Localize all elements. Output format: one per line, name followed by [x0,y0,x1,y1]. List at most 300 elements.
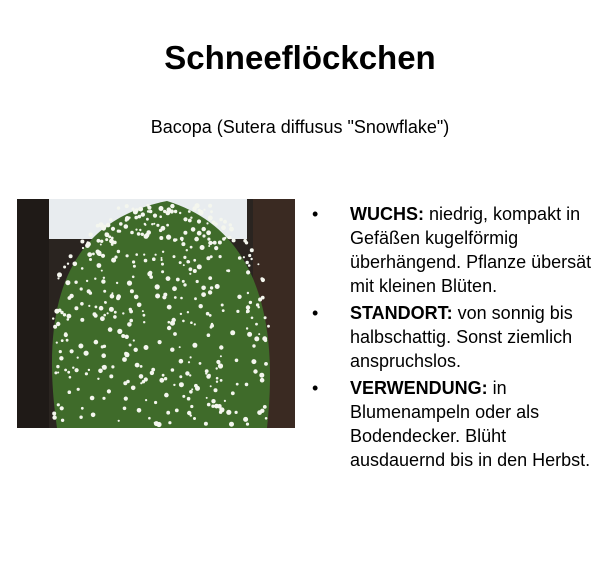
flower-dot [63,266,66,269]
bullet-text: niedrig, kompakt in Gefäßen kugelförmig überhängend. Pflanze übersät mit kleinen Blüten. [350,204,592,296]
flower-dot [88,305,90,307]
flower-dot [68,390,72,394]
flower-dot [183,217,187,221]
flower-dot [202,234,205,237]
flower-dot [197,219,201,223]
flower-dot [162,374,165,377]
flower-dot [188,219,192,223]
flower-dot [246,423,249,426]
flower-dot [223,220,227,224]
flower-dot [203,209,205,211]
flower-dot [193,269,197,273]
flower-dot [130,231,134,235]
flower-dot [147,272,152,277]
flower-dot [137,232,141,236]
flower-dot [258,298,262,302]
flower-dot [186,249,188,251]
flower-dot [57,277,59,279]
flower-dot [198,209,201,212]
flower-dot [190,246,193,249]
flower-dot [69,376,72,379]
flower-dot [183,231,187,235]
flower-dot [214,246,218,250]
flower-dot [219,345,223,349]
flower-dot [161,259,163,261]
flower-dot [219,218,223,222]
flower-dot [97,239,101,243]
flower-dot [250,248,254,252]
flower-dot [117,206,120,209]
flower-dot [192,343,197,348]
flower-dot [171,204,173,206]
flower-dot [194,323,196,325]
flower-dot [103,314,106,317]
flower-dot [208,276,212,280]
flower-dot [59,350,62,353]
flower-dot [264,316,267,319]
flower-dot [220,355,222,357]
flower-dot [192,206,196,210]
flower-dot [236,310,239,313]
bullet-term: STANDORT: [350,303,453,323]
flower-dot [111,292,113,294]
flower-dot [57,372,59,374]
flower-dot [248,254,251,257]
flower-dot [246,270,250,274]
flower-dot [161,226,166,231]
flower-dot [137,408,142,413]
flower-dot [132,276,135,279]
flower-dot [182,280,185,283]
flower-dot [69,254,73,258]
flower-dot [255,323,258,326]
flower-dot [201,292,206,297]
flower-dot [159,378,164,383]
flower-dot [126,254,129,257]
flower-dot [118,420,120,422]
flower-dot [260,378,265,383]
flower-dot [161,270,164,273]
flower-dot [103,277,105,279]
flower-dot [103,290,106,293]
flower-dot [144,223,146,225]
flower-dot [52,412,56,416]
flower-dot [189,374,191,376]
flower-dot [100,244,102,246]
flower-dot [122,312,124,314]
flower-dot [210,385,212,387]
flower-dot [263,405,267,409]
flower-dot [138,207,143,212]
flower-dot [210,210,213,213]
flower-dot [116,296,120,300]
flower-dot [206,397,208,399]
flower-dot [168,321,171,324]
flower-dot [74,306,78,310]
flower-dot [152,257,156,261]
flower-dot [213,241,217,245]
flower-dot [145,399,147,401]
flower-dot [229,227,234,232]
bullet-item [310,301,595,373]
bullet-item [310,376,595,472]
flower-dot [267,325,270,328]
flower-dot [154,401,157,404]
flower-dot [166,235,171,240]
flower-dot [219,255,222,258]
flower-dot [170,348,174,352]
flower-dot [243,239,247,243]
flower-dot [193,417,196,420]
flower-dot [188,261,190,263]
flower-dot [60,406,64,410]
flower-dot [129,308,132,311]
flower-dot [187,397,191,401]
flower-dot [141,212,145,216]
flower-dot [173,332,177,336]
flower-dot [109,218,112,221]
flower-dot [97,263,102,268]
flower-dot [52,415,56,419]
flower-dot [129,319,133,323]
flower-dot [81,267,84,270]
flower-dot [159,236,163,240]
flower-dot [182,320,185,323]
flower-dot [53,325,57,329]
flower-dot [227,269,230,272]
flower-dot [208,204,212,208]
flower-dot [137,303,142,308]
flower-dot [211,242,213,244]
flower-dot [253,369,257,373]
flower-dot [257,263,259,265]
flower-dot [167,326,171,330]
flower-dot [215,223,218,226]
flower-dot [125,204,129,208]
bullet-mark: • [312,378,319,398]
flower-dot [153,223,155,225]
flower-dot [130,289,134,293]
flower-dot [93,312,97,316]
flower-dot [183,264,185,266]
flower-dot [175,409,179,413]
flower-dot [171,368,175,372]
flower-dot [156,224,159,227]
flower-dot [202,227,206,231]
bullet-mark: • [312,204,319,224]
flower-dot [89,258,92,261]
flower-dot [265,417,268,420]
flower-dot [248,264,251,267]
flower-dot [90,396,95,401]
flower-dot [228,236,232,240]
flower-dot [102,366,104,368]
flower-dot [238,256,242,260]
flower-dot [116,282,118,284]
flower-dot [127,322,132,327]
flower-dot [188,361,190,363]
hanging-flower-basket-image [17,199,295,428]
flower-dot [181,242,185,246]
flower-dot [257,410,262,415]
flower-dot [179,346,181,348]
flower-dot [179,261,182,264]
flower-dot [155,294,160,299]
flower-dot [236,383,239,386]
flower-dot [141,233,144,236]
flower-dot [124,224,129,229]
flower-dot [187,311,189,313]
flower-dot [133,339,135,341]
flower-dot [111,243,114,246]
flower-dot [135,229,137,231]
flower-dot [98,369,103,374]
flower-dot [180,313,182,315]
flower-dot [86,280,88,282]
flower-dot [99,306,104,311]
flower-dot [122,357,127,362]
flower-dot [197,264,202,269]
flower-dot [224,400,226,402]
flower-dot [264,362,268,366]
flower-dot [151,368,155,372]
flower-dot [56,365,59,368]
flower-dot [140,365,143,368]
flower-photo-drawing [17,199,295,428]
flower-dot [95,306,98,309]
flower-dot [188,210,191,213]
flower-dot [111,365,114,368]
flower-dot [146,218,149,221]
flower-dot [109,307,114,312]
flower-dot [155,254,157,256]
flower-dot [179,212,181,214]
flower-dot [201,286,206,291]
flower-dot [94,278,96,280]
flower-dot [232,238,236,242]
flower-dot [207,403,211,407]
flower-dot [168,421,171,424]
bullet-mark: • [312,303,319,323]
flower-dot [246,305,250,309]
flower-dot [80,302,84,306]
flower-dot [190,321,193,324]
flower-dot [176,278,180,282]
flower-dot [183,283,186,286]
flower-dot [259,373,264,378]
flower-dot [221,225,226,230]
flower-dot [189,267,193,271]
flower-dot [199,362,202,365]
flower-dot [106,223,111,228]
flower-dot [92,253,95,256]
flower-dot [237,295,241,299]
flower-dot [107,312,109,314]
flower-dot [213,221,215,223]
flower-dot [245,383,249,387]
flower-dot [180,297,183,300]
flower-dot [142,380,145,383]
flower-dot [144,259,148,263]
flower-dot [105,238,108,241]
flower-dot [210,324,214,328]
flower-dot [218,363,223,368]
flower-dot [111,227,115,231]
flower-dot [109,374,113,378]
page-subtitle: Bacopa (Sutera diffusus "Snowflake") [150,117,450,137]
flower-dot [113,259,116,262]
flower-dot [216,377,219,380]
flower-dot [208,245,210,247]
flower-dot [190,356,192,358]
flower-dot [216,360,220,364]
flower-dot [164,377,167,380]
flower-dot [81,407,84,410]
flower-dot [123,407,127,411]
flower-dot [117,250,120,253]
flower-dot [251,359,256,364]
flower-dot [74,281,77,284]
flower-dot [194,237,199,242]
flower-dot [109,239,114,244]
flower-dot [166,411,170,415]
flower-dot [88,369,90,371]
flower-dot [139,374,144,379]
flower-dot [224,237,226,239]
flower-dot [190,405,193,408]
flower-dot [135,363,140,368]
flower-dot [206,312,210,316]
flower-dot [246,261,249,264]
flower-dot [262,336,267,341]
flower-dot [89,291,92,294]
flower-dot [66,339,69,342]
flower-dot [107,389,111,393]
flower-dot [230,330,235,335]
flower-dot [207,333,211,337]
page-title: Schneeflöckchen [164,39,436,76]
flower-dot [179,359,184,364]
flower-dot [205,369,209,373]
flower-dot [174,210,177,213]
flower-dot [77,357,79,359]
flower-dot [143,314,146,317]
flower-dot [94,340,99,345]
flower-dot [260,277,263,280]
flower-dot [54,309,59,314]
flower-dot [87,252,92,257]
flower-dot [200,245,205,250]
flower-dot [216,367,218,369]
flower-dot [144,345,149,350]
flower-dot [235,359,239,363]
flower-dot [82,247,84,249]
flower-dot [193,259,196,262]
flower-dot [85,243,90,248]
flower-dot [218,241,222,245]
flower-dot [247,332,252,337]
flower-dot [56,342,58,344]
flower-dot [127,281,132,286]
flower-dot [158,340,162,344]
flower-dot [124,397,128,401]
flower-dot [103,345,106,348]
flower-dot [170,209,174,213]
flower-dot [135,253,138,256]
flower-dot [175,238,178,241]
flower-dot [161,257,163,259]
bullet-term: WUCHS: [350,204,424,224]
flower-dot [164,393,169,398]
flower-dot [179,375,182,378]
flower-dot [114,311,117,314]
flower-dot [247,292,249,294]
flower-dot [60,311,63,314]
flower-dot [167,305,172,310]
flower-dot [214,388,218,392]
flower-dot [221,304,224,307]
flower-dot [110,294,115,299]
flower-dot [101,254,105,258]
flower-dot [216,381,218,383]
flower-dot [131,386,136,391]
flower-dot [207,238,210,241]
flower-dot [199,304,203,308]
flower-dot [249,301,252,304]
flower-dot [80,287,83,290]
flower-dot [153,214,157,218]
flower-dot [78,344,83,349]
flower-dot [173,255,176,258]
flower-dot [124,352,128,356]
flower-dot [258,333,260,335]
flower-dot [206,256,210,260]
flower-dot [89,233,93,237]
flower-dot [191,388,193,390]
flower-dot [182,395,185,398]
flower-dot [154,421,159,426]
flower-dot [145,233,150,238]
flower-dot [108,327,113,332]
flower-dot [101,270,103,272]
flower-dot [209,314,212,317]
flower-dot [219,407,224,412]
flower-dot [125,335,129,339]
flower-dot [77,388,80,391]
flower-dot [172,318,176,322]
flower-dot [97,378,99,380]
flower-dot [64,332,67,335]
flower-dot [91,413,96,418]
flower-dot [166,211,171,216]
flower-dot [85,372,88,375]
flower-dot [254,336,259,341]
flower-dot [151,223,153,225]
flower-dot [195,386,200,391]
flower-dot [67,263,69,265]
flower-dot [65,280,70,285]
flower-dot [251,317,254,320]
flower-dot [87,241,89,243]
flower-dot [226,410,231,415]
flower-dot [61,339,64,342]
flower-dot [138,215,142,219]
flower-dot [191,227,196,232]
flower-dot [143,321,145,323]
flower-dot [229,422,234,427]
flower-dot [101,317,104,320]
flower-dot [69,294,73,298]
